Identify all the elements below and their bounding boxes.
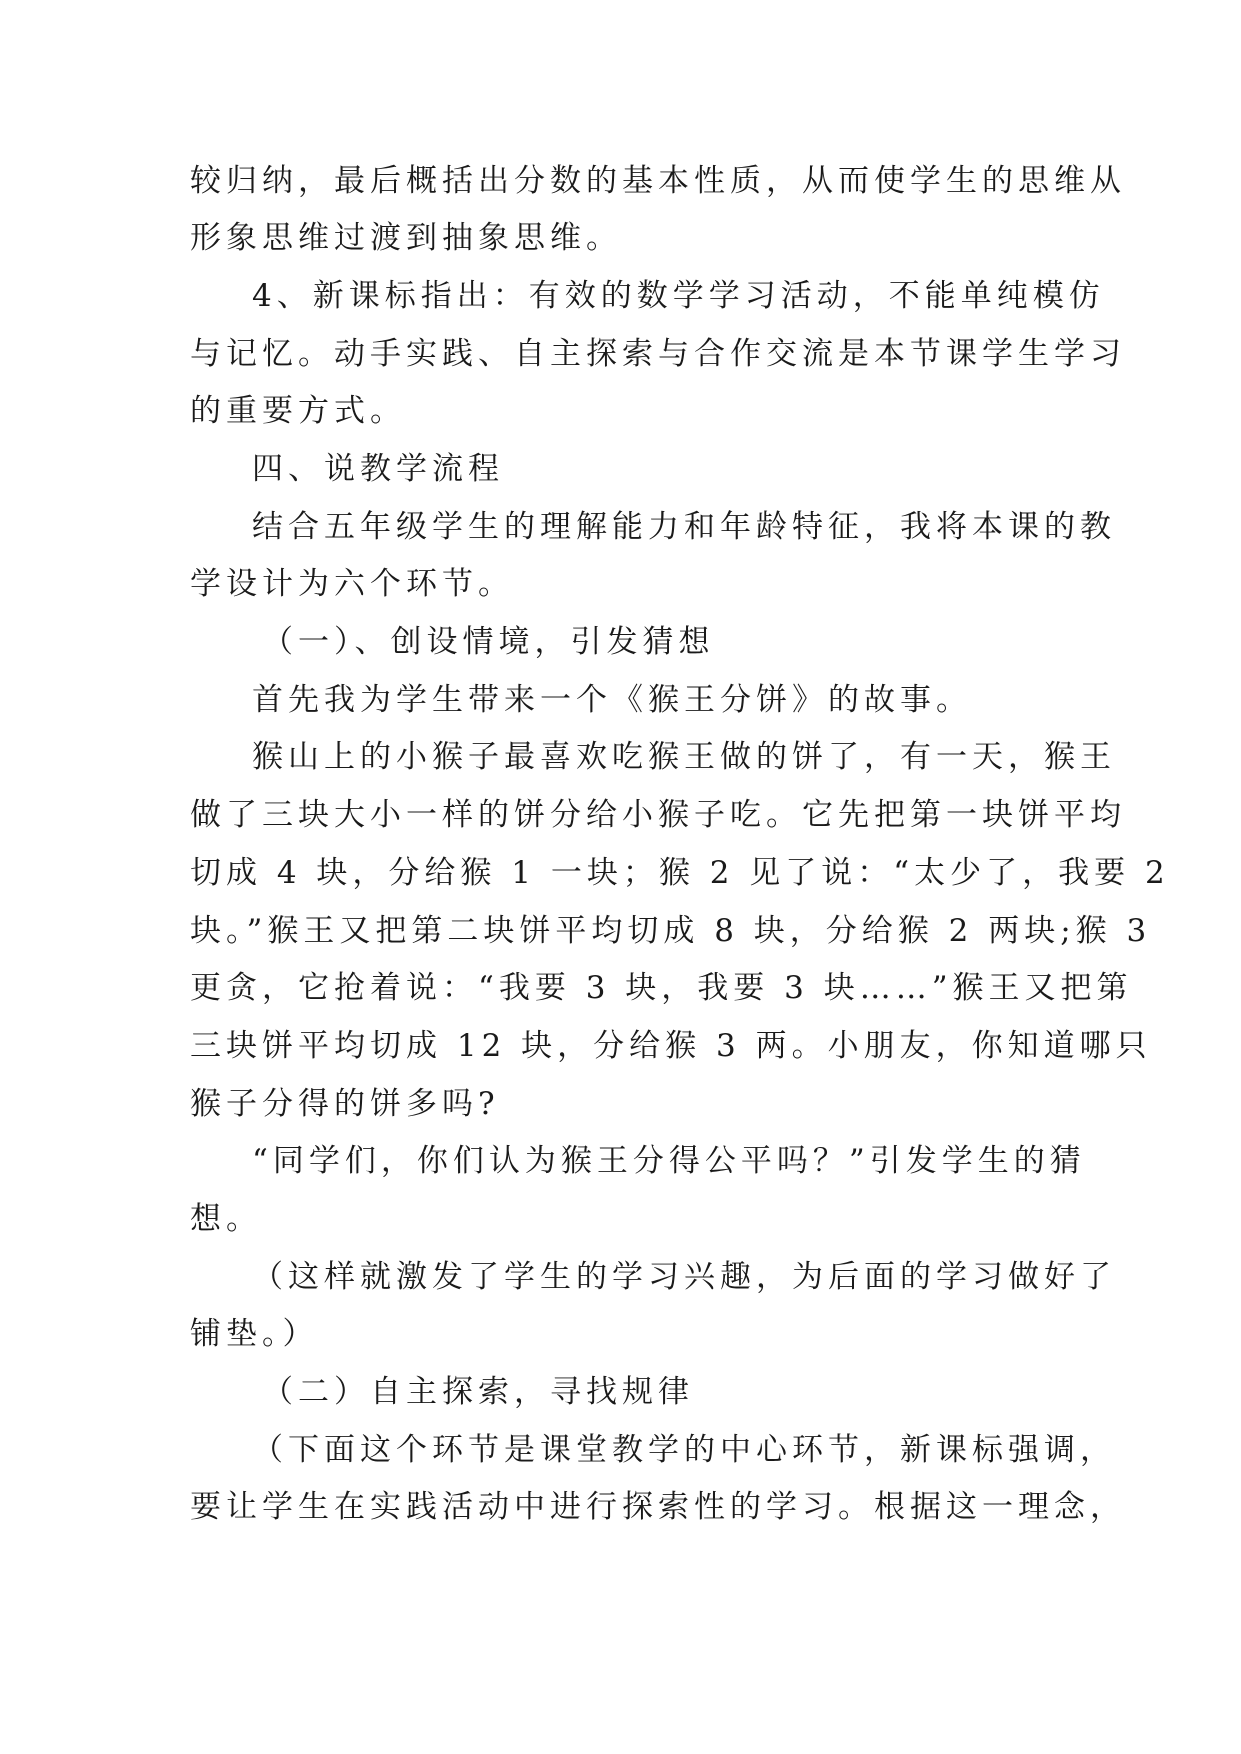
- body-text-line: （下面这个环节是课堂教学的中心环节，新课标强调，: [252, 1432, 1116, 1468]
- body-text-line: 三块饼平均切成 12 块，分给猴 3 两。小朋友，你知道哪只: [190, 1028, 1152, 1064]
- body-text-line: 更贪，它抢着说：“我要 3 块，我要 3 块……”猴王又把第: [190, 970, 1133, 1006]
- body-text-line: 学设计为六个环节。: [190, 566, 514, 602]
- body-text-line: “同学们，你们认为猴王分得公平吗？”引发学生的猜: [252, 1143, 1086, 1179]
- body-text-line: （这样就激发了学生的学习兴趣，为后面的学习做好了: [252, 1259, 1116, 1295]
- body-text-line: 形象思维过渡到抽象思维。: [190, 220, 622, 256]
- body-text-line: 首先我为学生带来一个《猴王分饼》的故事。: [252, 682, 972, 718]
- body-text-line: 结合五年级学生的理解能力和年龄特征，我将本课的教: [252, 509, 1116, 545]
- body-text-line: 切成 4 块，分给猴 1 一块；猴 2 见了说：“太少了，我要 2: [190, 855, 1170, 891]
- body-text-line: 铺垫。）: [190, 1316, 319, 1352]
- body-text-line: 想。: [190, 1201, 262, 1237]
- body-text-line: 的重要方式。: [190, 393, 406, 429]
- body-text-line: 猴子分得的饼多吗?: [190, 1086, 500, 1122]
- body-text-line: 较归纳，最后概括出分数的基本性质，从而使学生的思维从: [190, 163, 1126, 199]
- section-heading: 四、说教学流程: [252, 451, 504, 487]
- body-text-line: 猴山上的小猴子最喜欢吃猴王做的饼了，有一天，猴王: [252, 739, 1116, 775]
- body-text-line: 要让学生在实践活动中进行探索性的学习。根据这一理念，: [190, 1489, 1126, 1525]
- subsection-heading: （二）自主探索，寻找规律: [262, 1374, 694, 1410]
- body-text-line: 做了三块大小一样的饼分给小猴子吃。它先把第一块饼平均: [190, 797, 1126, 833]
- body-text-line: 与记忆。动手实践、自主探索与合作交流是本节课学生学习: [190, 336, 1126, 372]
- subsection-heading: （一）、创设情境，引发猜想: [262, 624, 715, 660]
- body-text-line: 块。”猴王又把第二块饼平均切成 8 块，分给猴 2 两块;猴 3: [190, 913, 1152, 949]
- body-text-line: 4、新课标指出：有效的数学学习活动，不能单纯模仿: [252, 278, 1105, 314]
